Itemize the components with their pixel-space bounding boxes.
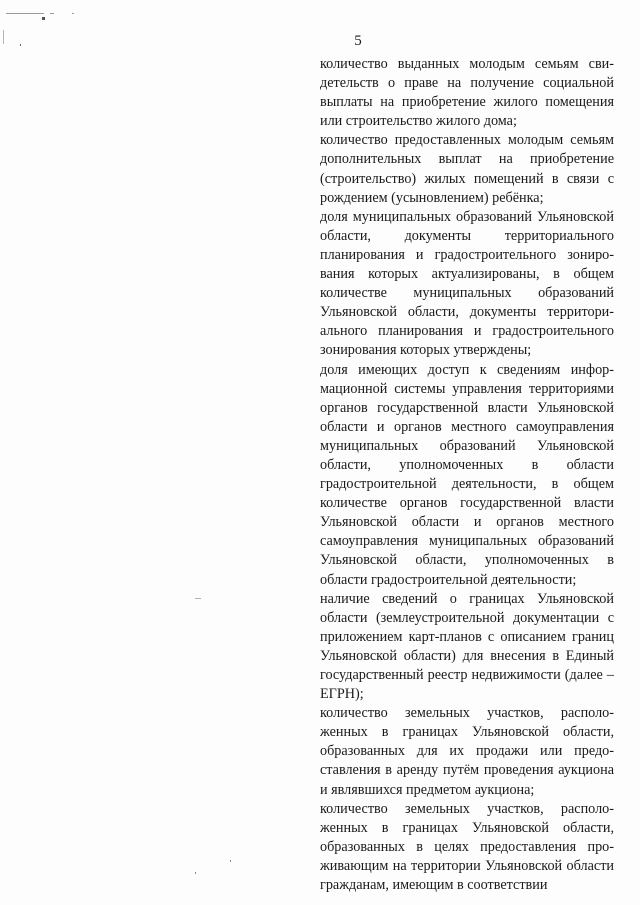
- scan-artifact: [42, 17, 45, 20]
- scan-artifact: [6, 13, 44, 14]
- paragraph: количество предоставленных молодым семьям дополнительных выплат на приобретение (строительство) жилых помещений в связи с рождением (усыновлением) ребёнка;: [320, 132, 614, 206]
- paragraph: доля муниципальных образований Ульяновской области, документы территориального планирования и градостроительного зонирования которых актуализированы, в общем количестве муниципальных образований Ульяновской области, документы территориального планирования и градостроительного зонирования которых утверждены;: [320, 208, 614, 359]
- scan-artifact: [50, 13, 54, 14]
- paragraph: наличие сведений о границах Ульяновской области (землеустроительной документации с приложением карт-планов с описанием границ Ульяновской области) для внесения в Единый государственный реестр недвижимости (далее – ЕГРН);: [320, 590, 614, 703]
- page-number: 5: [354, 33, 362, 49]
- scan-artifact: [72, 13, 74, 14]
- paragraph: количество земельных участков, расположенных в границах Ульяновской области, образованных в целях предоставления проживающим на территории Ульяновской области гражданам, имеющим в соответствии: [320, 800, 614, 894]
- paragraph: количество выданных молодым семьям свидетельств о праве на получение социальной выплаты на приобретение жилого помещения или строительство жилого дома;: [320, 56, 614, 130]
- paragraph: количество земельных участков, расположенных в границах Ульяновской области, образованных для их продажи или предоставления в аренду путём проведения аукциона и являвшихся предметом аукциона;: [320, 705, 614, 798]
- scan-artifact: [230, 860, 231, 862]
- body-text-column: [320, 55, 614, 895]
- scan-artifact: [20, 44, 21, 46]
- scan-artifact: [195, 872, 196, 874]
- paragraph: доля имеющих доступ к сведениям информационной системы управления территориями органов государственной власти Ульяновской области и органов местного самоуправления муниципальных образований Ульяновской области, уполномоченных в области градостроительной деятельности, в общем количестве органов государственной власти Ульяновской области и органов местного самоуправления муниципальных образований Ульяновской области, уполномоченных в области градостроительной деятельности;: [320, 361, 614, 588]
- scan-artifact: [195, 598, 201, 599]
- scan-artifact: [3, 30, 4, 44]
